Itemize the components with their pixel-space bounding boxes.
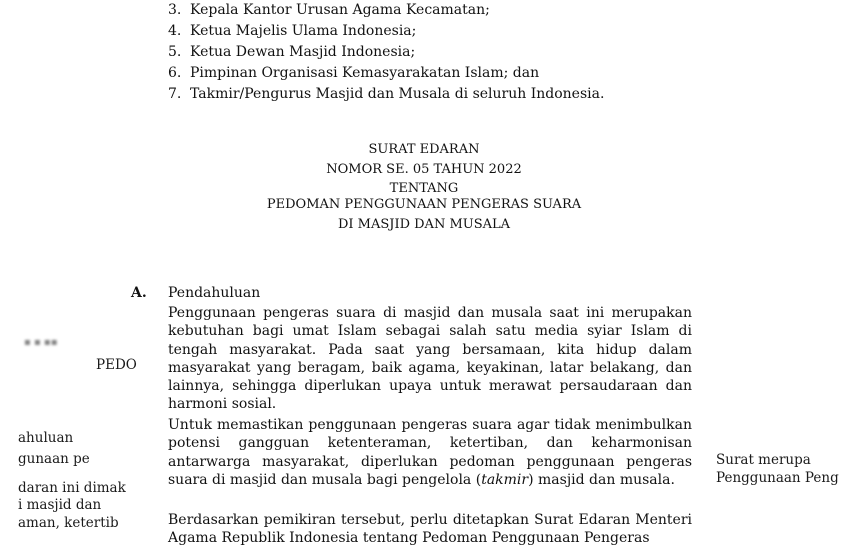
ghost-left-1: PEDO (96, 357, 137, 373)
subject-line-2: DI MASJID DAN MUSALA (337, 216, 511, 232)
section-letter: A. (131, 285, 147, 301)
ghost-right-2: Penggunaan Peng (716, 470, 839, 486)
heading-doc-type: SURAT EDARAN (368, 142, 480, 157)
paragraph-1: Penggunaan pengeras suara di masjid dan musala saat ini merupakan kebutuhan bagi umat Islam sebagai salah satu media syiar Islam di tengah masyarakat. Pada saat yang bersamaan, kita hidup dalam masyarakat yang beragam, baik agama, keyakinan, latar belakang, dan lainnya, sehingga diperlukan upaya untuk merawat persaudaraan dan harmoni sosial. (168, 305, 692, 413)
ghost-right-1: Surat merupa (716, 452, 811, 468)
paragraph-3: Berdasarkan pemikiran tersebut, perlu ditetapkan Surat Edaran Menteri Agama Republik Indonesia tentang Pedoman Penggunaan Pengeras (168, 512, 692, 547)
ghost-left-4: daran ini dimak (18, 480, 126, 496)
subject-line-1: PEDOMAN PENGGUNAAN PENGERAS SUARA (266, 197, 582, 212)
recipient-item: 5. Ketua Dewan Masjid Indonesia; (168, 44, 416, 60)
heading-doc-number: NOMOR SE. 05 TAHUN 2022 (326, 161, 522, 177)
section-title: Pendahuluan (168, 285, 261, 301)
recipient-item: 7. Takmir/Pengurus Masjid dan Musala di seluruh Indonesia. (168, 86, 605, 102)
document-subject (0, 195, 848, 234)
recipient-item: 3. Kepala Kantor Urusan Agama Kecamatan; (168, 2, 490, 18)
paragraph-2: Untuk memastikan penggunaan pengeras suara agar tidak menimbulkan potensi gangguan ketenteraman, ketertiban, dan keharmonisan antarwarga masyarakat, diperlukan pedoman penggunaan pengeras suara di masjid dan musala bagi pengelola (takmir) masjid dan musala. (168, 417, 692, 488)
document-heading (0, 140, 848, 199)
ghost-left-3: gunaan pe (18, 451, 90, 467)
heading-about: TENTANG (389, 181, 459, 196)
ghost-left-6: aman, ketertib (18, 515, 119, 531)
recipient-item: 4. Ketua Majelis Ulama Indonesia; (168, 23, 417, 39)
recipient-item: 6. Pimpinan Organisasi Kemasyarakatan Islam; dan (168, 65, 540, 81)
ghost-left-2: ahuluan (18, 430, 74, 446)
recipient-list (168, 0, 604, 105)
ghost-smudge: ▪ ▪ ▪▪ (24, 337, 58, 348)
ghost-left-5: i masjid dan (18, 497, 102, 513)
